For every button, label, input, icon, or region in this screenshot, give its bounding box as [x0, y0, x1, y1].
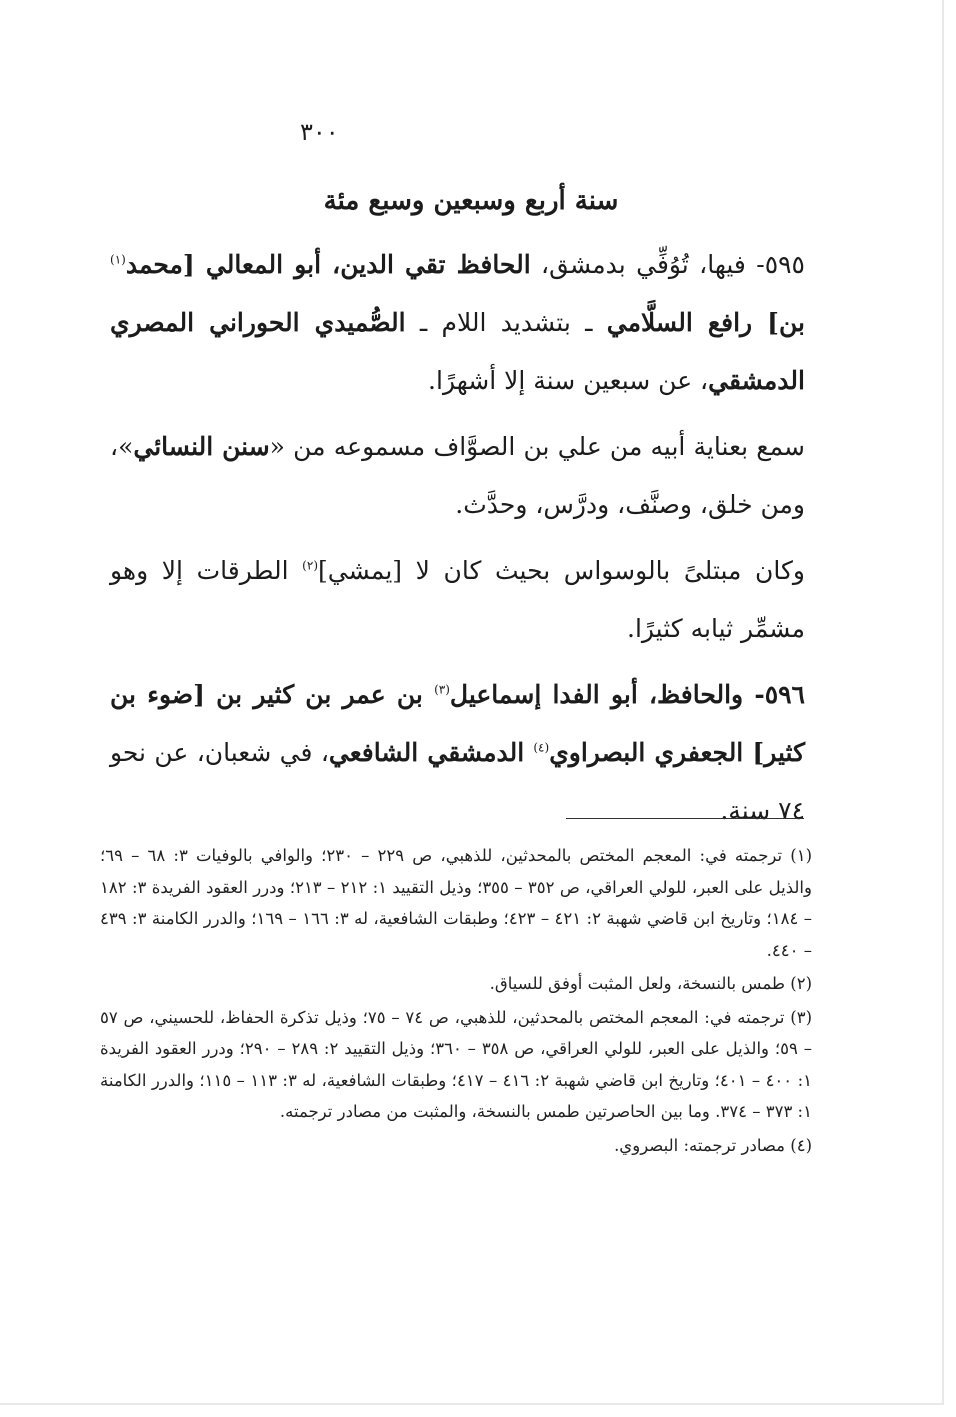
entry-595-intro: ٥٩٥- فيها، تُوُفِّي بدمشق،: [530, 250, 805, 279]
entry-595-waswas-paragraph: [110, 542, 805, 658]
entry-595-name: الحافظ تقي الدين، أبو المعالي [محمد: [125, 250, 531, 279]
footnote-divider: [566, 818, 804, 819]
footnote-2: (٢) طمس بالنسخة، ولعل المثبت أوفق للسياق.: [489, 974, 812, 993]
entry-596-date: ، في شعبان، عن نحو ٧٤ سنة.: [110, 738, 805, 825]
footnotes: [100, 840, 812, 1163]
entry-595-study-paragraph: [110, 418, 805, 534]
entry-596-name: ٥٩٦- والحافظ، أبو الفدا إسماعيل: [449, 680, 805, 709]
footnote-4: (٤) مصادر ترجمته: البصروي.: [614, 1135, 812, 1155]
footnote-ref-3[interactable]: (٣): [434, 682, 450, 697]
entry-596-name-cont: بن عمر بن كثير بن [ضوء بن كثير] الجعفري البصراوي: [110, 680, 805, 767]
entry-595-name-cont: بن] رافع السلَّامي: [606, 308, 805, 337]
entry-596-nisba: الدمشقي الشافعي: [328, 738, 534, 767]
entry-595-study-text-cont: »، ومن خلق، وصنَّف، ودرَّس، وحدَّث.: [110, 432, 805, 519]
entry-595-waswas-text: وكان مبتلىً بالوسواس بحيث كان لا [يمشي]: [318, 556, 805, 585]
footnote-3: (٣) ترجمته في: المعجم المختص بالمحدثين، للذهبي، ص ٧٤ – ٧٥؛ وذيل تذكرة الحفاظ، للحسيني، ص ٥٧ – ٥٩؛ والذيل على العبر، للولي العراقي، ص ٣٥٨ – ٣٦٠؛ وذيل التقييد ٢: ٢٨٩ – ٢٩٠؛ ودرر العقود الفريدة ١: ٤٠٠ – ٤٠١؛ وتاريخ ابن قاضي شهبة ٢: ٤١٦ – ٤١٧؛ وطبقات الشافعية، له ٣: ١١٣ – ١١٥؛ والدرر الكامنة ١: ٣٧٣ – ٣٧٤. وما بين الحاصرتين طمس بالنسخة، والمثبت من مصادر ترجمته.: [100, 1007, 813, 1121]
entry-596-paragraph: [110, 666, 805, 840]
book-title: سنن النسائي: [133, 432, 270, 461]
page-number: ٣٠٠: [300, 118, 339, 146]
entry-595-nisba: الصُّميدي الحوراني المصري الدمشقي: [110, 308, 805, 395]
footnote-1: (١) ترجمته في: المعجم المختص بالمحدثين، للذهبي، ص ٢٢٩ – ٢٣٠؛ والوافي بالوفيات ٣: ٦٨ – ٦٩؛ والذيل على العبر، للولي العراقي، ص ٣٥٢ – ٣٥٥؛ وذيل التقييد ١: ٢١٢ – ٢١٣؛ ودرر العقود الفريدة ٣: ١٨٢ – ١٨٤؛ وتاريخ ابن قاضي شهبة ٢: ٤٢١ – ٤٢٣؛ وطبقات الشافعية، له ٣: ١٦٦ – ١٦٩؛ والدرر الكامنة ٣: ٤٣٩ – ٤٤٠.: [100, 846, 813, 960]
footnote-ref-2[interactable]: (٢): [302, 558, 318, 573]
footnote-ref-4[interactable]: (٤): [533, 740, 550, 755]
entry-595-note: ـ بتشديد اللام ـ: [405, 308, 607, 337]
entry-595-paragraph: [110, 236, 805, 410]
body-text: [110, 236, 805, 848]
entry-595-study-text: سمع بعناية أبيه من علي بن الصوَّاف مسموعه من «: [269, 432, 805, 461]
footnote-ref-1[interactable]: (١): [110, 252, 126, 267]
entry-595-age: ، عن سبعين سنة إلا أشهرًا.: [428, 366, 709, 395]
chapter-title: سنة أربع وسبعين وسبع مئة: [323, 186, 619, 216]
entry-595-waswas-text-cont: الطرقات إلا وهو مشمِّر ثيابه كثيرًا.: [110, 556, 805, 643]
